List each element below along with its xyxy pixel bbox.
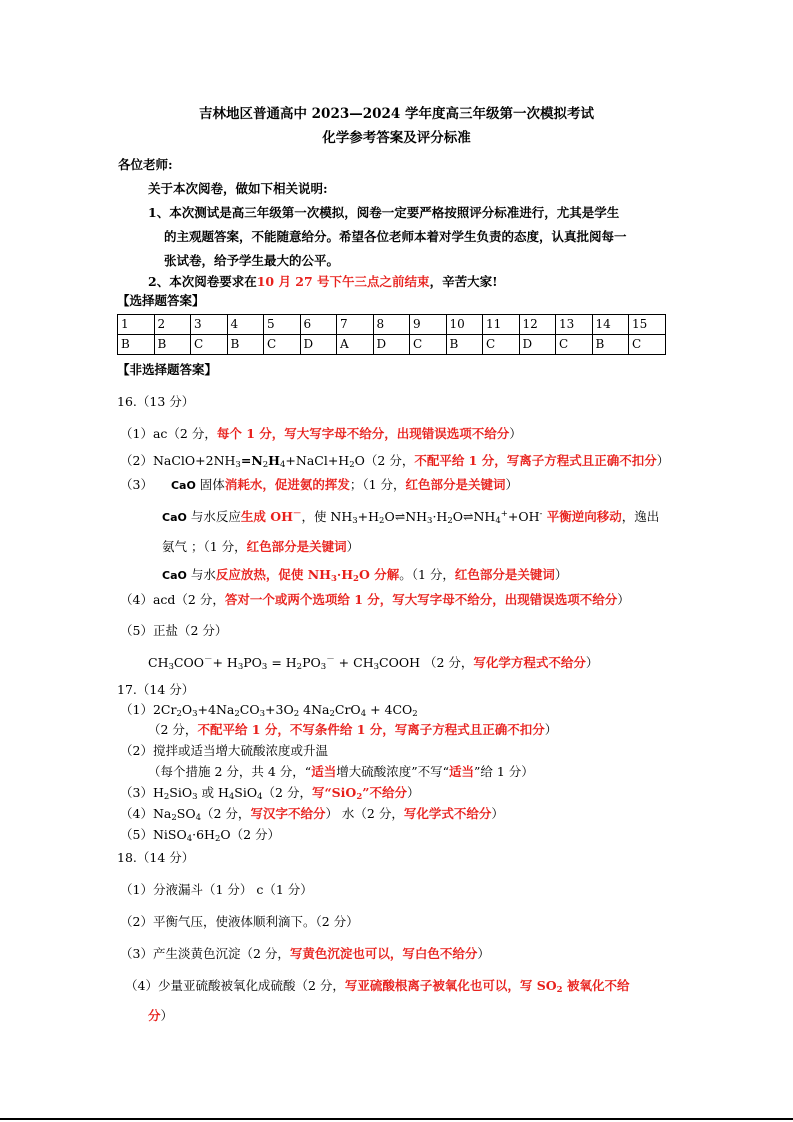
subscript: 3 (320, 662, 327, 672)
equation-text: （1）2Cr (120, 702, 177, 717)
question-number: 1 (118, 315, 155, 335)
subscript: 2 (412, 709, 418, 719)
note-close: ） (406, 785, 420, 800)
q17-part5 (120, 827, 280, 843)
answer-cell: B (118, 335, 155, 355)
subscript: 2 (349, 460, 355, 470)
formula-text: ·6H (192, 827, 215, 842)
superscript: + (500, 509, 508, 519)
q16-part2-close: ） (656, 453, 670, 468)
subscript: 2 (214, 834, 221, 844)
q16-part3b-text: O⇌NH (384, 509, 428, 524)
keyword: 适当 (311, 764, 337, 779)
q16-part3c-text: 与水 (190, 567, 216, 582)
q16-part3c-keyword: 反应放热，促使 NH (215, 567, 331, 582)
subscript: 4 (360, 709, 367, 719)
subscript: 4 (195, 813, 201, 823)
q16-part3c-keyword: ·H (336, 567, 354, 582)
table-row-numbers (118, 315, 666, 335)
subscript: 3 (235, 460, 241, 470)
q17-part1 (120, 702, 418, 718)
q16-part3a-note: 红色部分是关键词 (405, 477, 506, 492)
notice-intro: 关于本次阅卷，做如下相关说明: (148, 181, 328, 196)
note-text: （2 分， (262, 785, 312, 800)
answer-cell: C (191, 335, 228, 355)
subscript: 2 (296, 662, 303, 672)
formula-text: 或 H (197, 785, 229, 800)
equation-text: CrO (334, 702, 361, 717)
subscript: 2 (356, 792, 363, 802)
q16-part3b-text: 氨气 ；（1 分， (162, 539, 247, 554)
subscript: 2 (293, 709, 300, 719)
formula-text: SiO (234, 785, 258, 800)
note-close: ） (491, 806, 504, 821)
equation-text: +3O (265, 702, 294, 717)
subscript: 4 (495, 516, 501, 526)
q16-part3b-text: 与水反应 (190, 509, 241, 524)
question-number: 5 (264, 315, 301, 335)
answer-cell: B (446, 335, 483, 355)
choice-heading: 【选择题答案】 (117, 293, 205, 308)
q16-part3b-text: ，逸出 (621, 509, 660, 524)
q16-part2-eq: =N (240, 453, 263, 468)
q16-part3c-text: 。（1 分， (399, 567, 455, 582)
note-text: （2 分， (201, 806, 251, 821)
q16-part2-note: 不配平给 1 分，写离子方程式且正确不扣分 (414, 453, 657, 468)
q18-part3-close: ） (477, 946, 490, 961)
q16-part3a (120, 477, 518, 494)
q18-part3-note: 写黄色沉淀也可以，写白色不给分 (289, 946, 478, 961)
notice-item1-line1: 1、本次测试是高三年级第一次模拟，阅卷一定要严格按照评分标准进行，尤其是学生 (148, 205, 620, 220)
superscript: － (292, 509, 302, 519)
answer-cell: C (264, 335, 301, 355)
formula-text: SiO (169, 785, 193, 800)
q16-part3b-text: +OH (507, 509, 540, 524)
question-number: 13 (556, 315, 593, 335)
equation-text: + H (212, 655, 238, 670)
note-text: （每个措施 2 分，共 4 分，“ (148, 764, 312, 779)
q18-part3-text: （3）产生淡黄色沉淀（2 分， (120, 946, 290, 961)
q18-part3 (120, 946, 490, 962)
subscript: 3 (237, 662, 244, 672)
subscript: 3 (427, 516, 433, 526)
answer-cell: C (410, 335, 447, 355)
subscript: 2 (163, 792, 170, 802)
q16-part3b-cont (162, 539, 359, 555)
keyword: 适当 (449, 764, 475, 779)
q17-part1-red-note: 不配平给 1 分，不写条件给 1 分，写离子方程式且正确不扣分 (197, 722, 545, 737)
answer-cell: B (227, 335, 264, 355)
equation-text: PO (243, 655, 262, 670)
q16-part1-note: 每个 1 分，写大写字母不给分，出现错误选项不给分 (216, 426, 510, 441)
question-number: 9 (410, 315, 447, 335)
q17-part4 (120, 806, 504, 822)
q16-part4-close: ） (617, 592, 630, 607)
q16-part2-eq: （2）NaClO+2NH (120, 453, 236, 468)
q17-part2: （2）搅拌或适当增大硫酸浓度或升温 (120, 743, 328, 758)
q18-part4-note: 分 (148, 1008, 161, 1023)
subscript: 3 (192, 792, 198, 802)
q18-part4-note: 写亚硫酸根离子被氧化也可以，写 SO (344, 978, 557, 993)
q17-part3-note: 写“SiO (311, 785, 357, 800)
q16-part3b-close: ） (346, 539, 360, 554)
question-number: 12 (519, 315, 556, 335)
q16-part4-note: 答对一个或两个选项给 1 分，写大写字母不给分，出现错误选项不给分 (224, 592, 618, 607)
answer-cell: C (556, 335, 593, 355)
q16-part3b-text: +H (357, 509, 380, 524)
q16-part3a-close: ） (505, 477, 519, 492)
q17-heading: 17.（14 分） (117, 682, 195, 697)
q16-part3b-note: 红色部分是关键词 (246, 539, 347, 554)
question-number: 8 (373, 315, 410, 335)
q16-part2-eq: O（2 分， (354, 453, 415, 468)
q18-part4-cont (148, 1008, 173, 1024)
question-number: 7 (337, 315, 374, 335)
q16-part2-eq: +NaCl+H (285, 453, 350, 468)
answer-cell: C (629, 335, 666, 355)
formula-text: （4）Na (120, 806, 172, 821)
q16-part5-note: 写化学方程式不给分 (473, 655, 586, 670)
superscript: － (326, 655, 335, 665)
equation-text: 4Na (299, 702, 330, 717)
q17-part4-note: 写化学式不给分 (403, 806, 492, 821)
table-row-answers (118, 335, 666, 355)
q18-part2: （2）平衡气压，使液体顺利滴下。（2 分） (120, 914, 359, 929)
q16-part4-text: （4）acd（2 分， (120, 592, 225, 607)
formula-text: O（2 分） (220, 827, 281, 842)
subscript: 3 (259, 709, 266, 719)
answer-cell: A (337, 335, 374, 355)
subscript: 2 (447, 516, 453, 526)
subscript: 3 (192, 709, 198, 719)
answer-cell: B (592, 335, 629, 355)
subscript: 3 (373, 662, 380, 672)
equation-text: +4Na (197, 702, 235, 717)
question-number: 4 (227, 315, 264, 335)
subscript: 3 (352, 516, 358, 526)
q16-part3c (162, 567, 567, 584)
q17-part2-note (148, 764, 534, 780)
subscript: 2 (556, 985, 563, 995)
subscript: 2 (234, 709, 240, 719)
q16-part2-eq: H (268, 453, 280, 468)
q16-part3a-text: ；（1 分， (349, 477, 406, 492)
formula-text: （5）NiSO (120, 827, 187, 842)
superscript: - (539, 509, 543, 519)
q16-part4 (120, 592, 630, 608)
note-text: （2 分， (148, 722, 198, 737)
notice-item2-deadline: 10 月 27 号下午三点之前结束 (256, 274, 430, 289)
q16-heading: 16.（13 分） (117, 394, 195, 409)
answer-cell: B (154, 335, 191, 355)
q16-part3b-keyword: 生成 OH (240, 509, 293, 524)
q17-part1-note (148, 722, 557, 738)
subscript: 2 (379, 516, 385, 526)
superscript: － (203, 655, 213, 665)
question-number: 15 (629, 315, 666, 335)
equation-text: + CH (334, 655, 374, 670)
doc-title: 吉林地区普通高中 2023—2024 学年度高三年级第一次模拟考试 (198, 106, 595, 122)
equation-text: O (181, 702, 193, 717)
q16-part3c-note: 红色部分是关键词 (454, 567, 555, 582)
cao-formula: CaO (162, 511, 187, 524)
question-number: 2 (154, 315, 191, 335)
q16-part5-equation (148, 655, 598, 671)
answer-cell: D (300, 335, 337, 355)
question-number: 10 (446, 315, 483, 335)
q16-part3c-close: ） (554, 567, 568, 582)
notice-item1-line2: 的主观题答案，不能随意给分。希望各位老师本着对学生负责的态度，认真批阅每一 (164, 229, 627, 244)
equation-text: CO (239, 702, 260, 717)
question-number: 14 (592, 315, 629, 335)
subscript: 2 (176, 709, 182, 719)
formula-text: SO (176, 806, 196, 821)
q17-part3-note: ”不给分 (362, 785, 407, 800)
equation-text: PO (302, 655, 321, 670)
subscript: 4 (228, 792, 235, 802)
nonchoice-heading: 【非选择题答案】 (117, 362, 218, 377)
q16-part3b-keyword: 平衡逆向移动 (542, 509, 622, 524)
subscript: 2 (353, 574, 359, 584)
q16-part3-number: （3） (120, 477, 153, 492)
q16-part3a-text: 固体 (199, 477, 225, 492)
q17-part4-note: 写汉字不给分 (250, 806, 326, 821)
formula-text: （3）H (120, 785, 164, 800)
equation-text: CH (148, 655, 169, 670)
notice-item2-text-b: ，辛苦大家! (429, 274, 498, 289)
answer-cell: C (483, 335, 520, 355)
q16-part3b-text: ·H (432, 509, 448, 524)
note-text: 增大硫酸浓度”不写“ (336, 764, 449, 779)
q18-part4-note: 被氧化不给 (562, 978, 630, 993)
q18-part1: （1）分液漏斗（1 分） c（1 分） (120, 882, 313, 897)
question-number: 11 (483, 315, 520, 335)
q16-part1 (120, 426, 522, 442)
subscript: 3 (261, 662, 268, 672)
q18-part4 (125, 978, 629, 994)
cao-formula: CaO (170, 479, 196, 492)
q16-part3b (162, 509, 659, 526)
subscript: 3 (168, 662, 174, 672)
question-number: 6 (300, 315, 337, 335)
subscript: 4 (257, 792, 263, 802)
q16-part3b-text: ，使 NH (301, 509, 353, 524)
notice-item1-line3: 张试卷，给予学生最大的公平。 (164, 253, 340, 268)
q16-part1-text: （1）ac（2 分， (120, 426, 217, 441)
cao-formula: CaO (162, 569, 187, 582)
equation-text: = H (267, 655, 297, 670)
page-bottom-rule (0, 1118, 793, 1120)
q18-heading: 18.（14 分） (117, 850, 195, 865)
answer-cell: D (519, 335, 556, 355)
q16-part3a-keyword: 消耗水，促进氨的挥发 (224, 477, 350, 492)
greeting: 各位老师: (118, 157, 173, 172)
equation-text: COO (173, 655, 204, 670)
equation-close: ） (585, 655, 599, 670)
doc-subtitle: 化学参考答案及评分标准 (322, 130, 471, 146)
q16-part3c-keyword: O 分解 (358, 567, 400, 582)
equation-text: + 4CO (366, 702, 413, 717)
subscript: 3 (330, 574, 337, 584)
subscript: 4 (279, 460, 286, 470)
q16-part3b-text: O⇌NH (452, 509, 496, 524)
answer-cell: D (373, 335, 410, 355)
equation-text: COOH （2 分， (379, 655, 474, 670)
subscript: 4 (186, 834, 193, 844)
q17-part3 (120, 785, 419, 801)
choice-answer-table (117, 314, 666, 355)
question-number: 3 (191, 315, 228, 335)
subscript: 2 (171, 813, 177, 823)
note-text: ） 水（2 分， (325, 806, 404, 821)
subscript: 2 (329, 709, 335, 719)
note-close: ） (544, 722, 558, 737)
q16-part2 (120, 453, 669, 469)
subscript: 2 (262, 460, 269, 470)
q16-part5: （5）正盐（2 分） (120, 623, 228, 638)
notice-item2-text-a: 2、本次阅卷要求在 (148, 274, 257, 289)
q18-part4-close: ） (160, 1008, 174, 1023)
notice-item2 (148, 274, 498, 290)
q16-part1-close: ） (509, 426, 522, 441)
note-close: ”给 1 分） (474, 764, 534, 779)
q18-part4-text: （4）少量亚硫酸被氧化成硫酸（2 分， (125, 978, 345, 993)
